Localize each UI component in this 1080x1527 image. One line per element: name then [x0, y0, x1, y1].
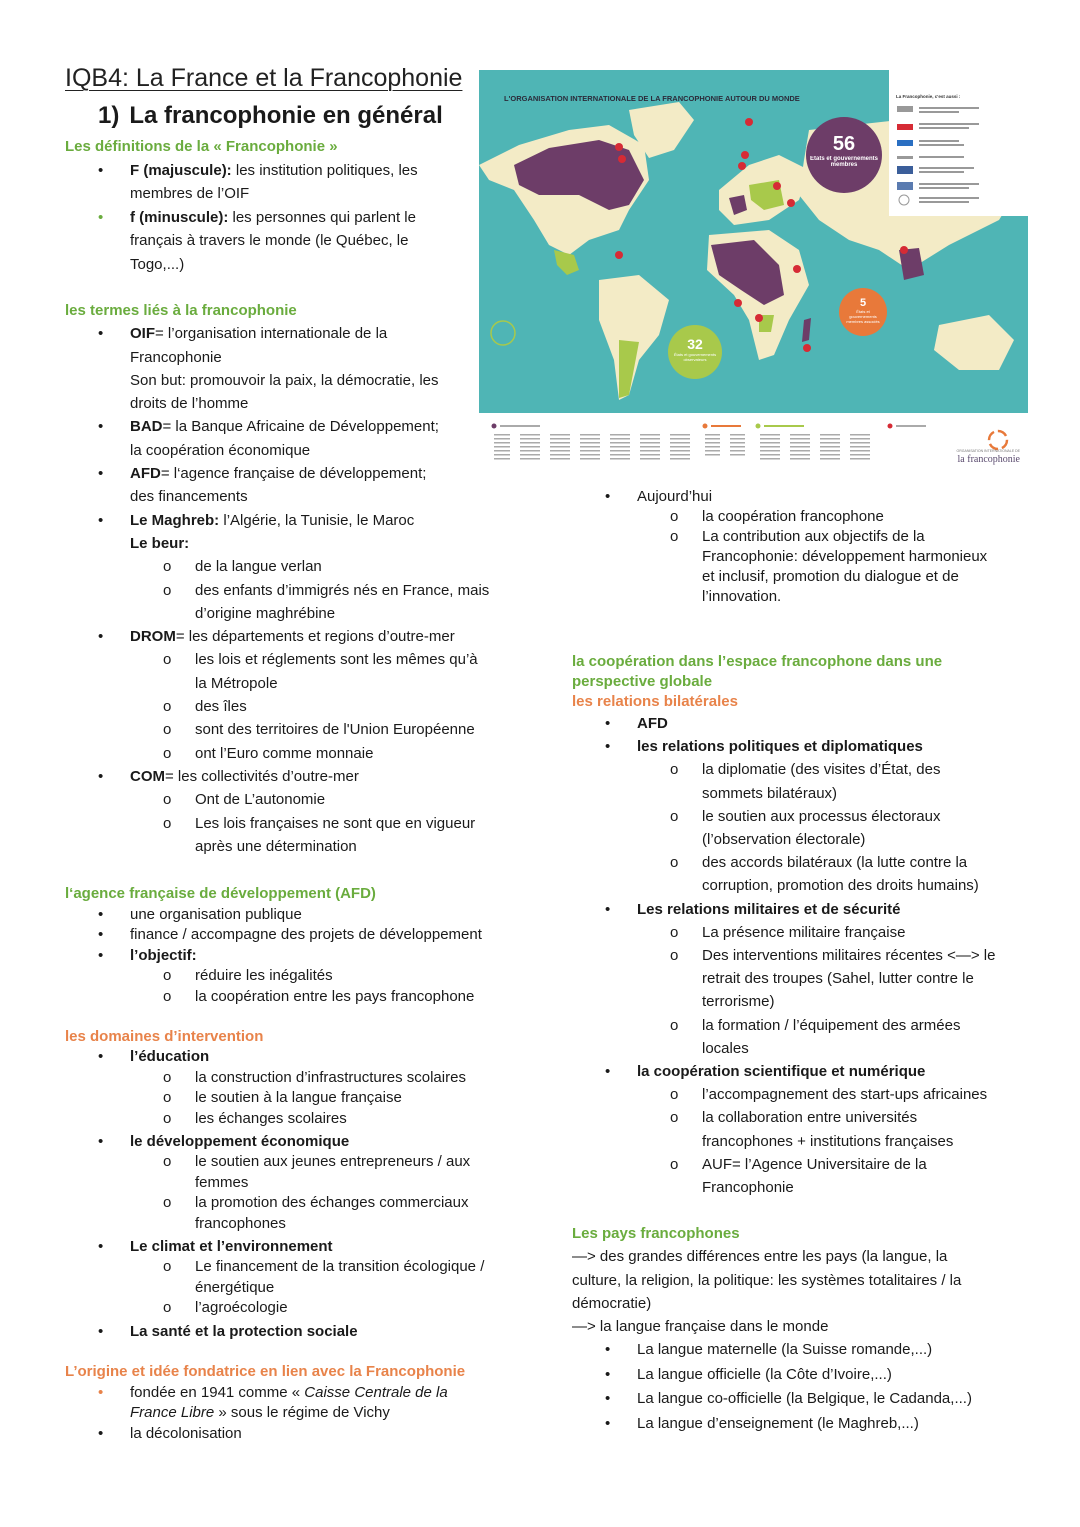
section-subheading: les relations bilatérales: [572, 693, 738, 710]
circle-bullet-icon: o: [163, 1194, 172, 1212]
sub-list-item: [65, 1088, 484, 1108]
list-item: [572, 1412, 972, 1437]
sub-item-text: de la langue verlan: [195, 558, 322, 576]
circle-bullet-icon: o: [163, 744, 172, 762]
item-label: Le beur:: [130, 534, 190, 552]
item-label: BAD: [130, 418, 163, 436]
sub-list-item: [65, 555, 489, 578]
item-text: finance / accompagne des projets de développement: [130, 926, 482, 943]
item-label: Le Maghreb:: [130, 511, 220, 529]
item-label: l’éducation: [130, 1048, 210, 1066]
sub-item-text: AUF= l’Agence Universitaire de la Francophonie: [702, 1155, 927, 1197]
item-text: La langue officielle (la Côte d’Ivoire,...): [637, 1365, 892, 1383]
observers-count-badge: [668, 325, 722, 379]
sub-list-item: [572, 507, 987, 527]
sub-list-item: [65, 1109, 484, 1129]
sub-item-text: le soutien à la langue française: [195, 1089, 402, 1107]
item-label: F (majuscule):: [130, 161, 232, 179]
circle-bullet-icon: o: [163, 791, 172, 809]
sub-item-text: la construction d’infrastructures scolaires: [195, 1068, 466, 1086]
sub-item-text: La contribution aux objectifs de la Francophonie: développement harmonieux et inclusif, promotion du dialogue et de l’innovation.: [702, 528, 988, 605]
item-text: = l’organisation internationale de la Francophonie Son but: promouvoir la paix, la démocratie, les droits de l’homme: [130, 325, 439, 413]
section-s5: [65, 1362, 465, 1444]
svg-text:56: 56: [832, 133, 856, 155]
sub-item-text: la coopération entre les pays francophone: [195, 987, 475, 1005]
bullet-icon: •: [98, 418, 104, 436]
list-item: [65, 206, 418, 277]
list-item: [572, 735, 995, 758]
circle-bullet-icon: o: [163, 558, 172, 576]
sub-list-item: [572, 921, 995, 944]
sub-item-text: Les lois françaises ne sont que en vigueur après une détermination: [195, 814, 476, 855]
item-text: = les départements et regions d’outre-mer: [175, 628, 455, 646]
aside-title: La Francophonie, c'est aussi :: [896, 94, 961, 99]
list-item: [572, 1338, 972, 1363]
circle-bullet-icon: o: [163, 1068, 172, 1086]
item-label: l’objectif:: [130, 946, 197, 964]
item-text: une organisation publique: [130, 905, 302, 923]
sub-list-item: [65, 718, 489, 741]
section-s4: [65, 1027, 484, 1342]
bullet-icon: •: [98, 946, 104, 964]
item-text: Aujourd’hui: [637, 488, 713, 505]
list-item: [65, 415, 489, 462]
list-item: [572, 1363, 972, 1388]
sub-list-item: [65, 1068, 484, 1088]
list-item: [65, 765, 489, 788]
section-heading: l‘agence française de développement (AFD): [65, 885, 376, 902]
members-label: États et gouvernements membres: [809, 156, 879, 168]
bullet-icon: •: [98, 465, 104, 483]
paragraph: —> des grandes différences entre les pays (la langue, la culture, la religion, la politique: les systèmes totalitaires / la démocratie): [572, 1248, 962, 1312]
item-label: AFD: [637, 715, 668, 732]
bullet-icon: •: [98, 905, 104, 923]
section-s3: [65, 884, 482, 1007]
item-text: fondée en 1941 comme «: [130, 1383, 305, 1401]
list-item: [65, 1383, 465, 1424]
sub-item-text: La présence militaire française: [702, 923, 906, 941]
section-heading: les termes liés à la francophonie: [65, 302, 297, 319]
bullet-icon: •: [98, 628, 104, 646]
bullet-icon: •: [605, 1063, 611, 1081]
sub-item-text: la collaboration entre universités francophones + institutions françaises: [702, 1109, 954, 1150]
sub-item-text: la coopération francophone: [702, 508, 884, 525]
bullet-icon: •: [605, 1365, 611, 1383]
item-italic-text: Caisse Centrale de la France Libre: [130, 1383, 448, 1421]
item-label: La santé et la protection sociale: [130, 1322, 358, 1340]
observers-label: États et gouvernements observateurs: [673, 352, 717, 362]
sub-list-item: [65, 742, 489, 765]
circle-bullet-icon: o: [670, 1016, 679, 1034]
sub-item-text: réduire les inégalités: [195, 967, 333, 984]
sub-list-item: [65, 966, 482, 987]
item-label: le développement économique: [130, 1133, 350, 1151]
circle-bullet-icon: o: [163, 721, 172, 739]
section-title: La francophonie en général: [129, 102, 443, 129]
sub-list-item: [65, 579, 489, 626]
circle-bullet-icon: o: [163, 698, 172, 716]
sub-list-item: [65, 812, 489, 859]
bullet-icon: •: [605, 1341, 611, 1359]
sub-item-text: Le financement de la transition écologique / énergétique: [195, 1258, 485, 1296]
circle-bullet-icon: o: [670, 1155, 679, 1173]
circle-bullet-icon: o: [163, 1089, 172, 1107]
list-item: [572, 487, 987, 507]
sub-list-item: [65, 1193, 484, 1234]
sub-list-item: [65, 695, 489, 718]
document-title: IQB4: La France et la Francophonie: [65, 64, 463, 92]
list-item: [65, 1047, 484, 1067]
bullet-icon: •: [98, 1048, 104, 1066]
item-label: la coopération scientifique et numérique: [637, 1063, 926, 1081]
circle-bullet-icon: o: [163, 814, 172, 832]
sub-list-item: [572, 1014, 995, 1060]
map-legend: [490, 418, 1025, 470]
sub-item-text: la formation / l’équipement des armées locales: [702, 1016, 961, 1057]
item-label: Les relations militaires et de sécurité: [637, 900, 901, 918]
item-label: les relations politiques et diplomatiques: [637, 738, 923, 756]
section-heading: les domaines d’intervention: [65, 1028, 264, 1045]
sub-item-text: la diplomatie (des visites d’État, des sommets bilatéraux): [702, 761, 941, 802]
sub-item-text: Des interventions militaires récentes <—> le retrait des troupes (Sahel, lutter contre le terrorisme): [702, 947, 996, 1011]
circle-bullet-icon: o: [163, 651, 172, 669]
associates-label: États et gouvernements membres associés: [846, 309, 880, 324]
bullet-icon: •: [98, 511, 104, 529]
svg-text:32: 32: [687, 336, 703, 352]
item-text-end: » sous le régime de Vichy: [214, 1404, 390, 1421]
list-item: [65, 159, 418, 206]
bullet-icon: •: [98, 767, 104, 785]
members-count-badge: [806, 117, 882, 193]
sub-item-text: des accords bilatéraux (la lutte contre la corruption, promotion des droits humains): [702, 854, 979, 895]
sub-list-item: [572, 851, 995, 897]
sub-item-text: le soutien aux processus électoraux (l’observation électorale): [702, 807, 941, 849]
list-item: [65, 1237, 484, 1257]
circle-bullet-icon: o: [670, 854, 679, 872]
item-text: = les collectivités d’outre-mer: [165, 767, 359, 785]
circle-bullet-icon: o: [670, 528, 679, 545]
circle-bullet-icon: o: [163, 1109, 172, 1127]
sub-list-item: [572, 1083, 995, 1106]
list-item: [65, 322, 489, 415]
sub-list-item: [572, 944, 995, 1014]
logo-small-text: ORGANISATION INTERNATIONALE DE: [956, 449, 1020, 453]
bullet-icon: •: [605, 715, 611, 732]
svg-text:5: 5: [859, 297, 867, 309]
item-text: = l‘agence française de développement; des financements: [130, 465, 427, 506]
section-s2: [65, 299, 489, 858]
section-s1: [65, 135, 418, 276]
bullet-icon: •: [98, 208, 104, 226]
circle-bullet-icon: o: [163, 1153, 172, 1171]
sub-item-text: ont l’Euro comme monnaie: [195, 744, 374, 762]
bullet-icon: •: [98, 1238, 104, 1256]
sub-list-item: [572, 1106, 995, 1152]
item-text: les personnes qui parlent le français à travers le monde (le Québec, le Togo,...): [130, 208, 416, 273]
logo-text: la francophonie: [957, 454, 1020, 465]
section-heading: Les définitions de la « Francophonie »: [65, 138, 338, 155]
sub-item-text: des îles: [195, 698, 247, 716]
sub-list-item: [65, 1257, 484, 1298]
list-item: [65, 946, 482, 967]
sub-item-text: la promotion des échanges commerciaux francophones: [195, 1194, 469, 1232]
bullet-icon: •: [605, 1414, 611, 1432]
item-label: Le climat et l’environnement: [130, 1238, 333, 1256]
sub-list-item: [572, 805, 995, 851]
list-item: [65, 509, 489, 532]
list-item: [65, 625, 489, 648]
section-r1: [572, 487, 987, 607]
circle-bullet-icon: o: [670, 807, 679, 825]
map-title: L'ORGANISATION INTERNATIONALE DE LA FRANCOPHONIE AUTOUR DU MONDE: [504, 94, 800, 103]
francophonie-world-map: [479, 70, 1028, 413]
circle-bullet-icon: o: [670, 761, 679, 779]
item-text: La langue co-officielle (la Belgique, le Cadanda,...): [637, 1390, 972, 1408]
sub-list-item: [65, 1298, 484, 1318]
bullet-icon: •: [605, 1390, 611, 1408]
item-text: = la Banque Africaine de Développement; la coopération économique: [130, 418, 439, 459]
item-label: COM: [130, 767, 165, 785]
section-number: 1): [98, 102, 120, 129]
circle-bullet-icon: o: [670, 923, 679, 941]
item-text: La langue d’enseignement (le Maghreb,...): [637, 1414, 919, 1432]
sub-list-item: [65, 648, 489, 695]
sub-item-text: les échanges scolaires: [195, 1109, 347, 1127]
section-r3: [572, 1222, 972, 1436]
bullet-icon: •: [98, 1322, 104, 1340]
list-item: [65, 532, 489, 555]
list-item: [65, 1132, 484, 1152]
bullet-icon: •: [605, 488, 611, 505]
item-label: f (minuscule):: [130, 208, 229, 226]
item-text: les institution politiques, les membres de l’OIF: [130, 161, 418, 202]
section-heading: [98, 102, 443, 130]
paragraph: —> la langue française dans le monde: [572, 1318, 829, 1336]
circle-bullet-icon: o: [163, 1258, 172, 1276]
bullet-icon: •: [98, 325, 104, 343]
sub-list-item: [65, 987, 482, 1008]
sub-list-item: [572, 1153, 995, 1199]
section-heading: L’origine et idée fondatrice en lien avec la Francophonie: [65, 1363, 466, 1380]
bullet-icon: •: [98, 926, 104, 943]
item-text: l’Algérie, la Tunisie, le Maroc: [219, 511, 415, 529]
associates-count-badge: [839, 288, 887, 336]
circle-bullet-icon: o: [163, 1299, 172, 1317]
item-text: La langue maternelle (la Suisse romande,...): [637, 1341, 933, 1359]
bullet-icon: •: [98, 1383, 104, 1401]
circle-bullet-icon: o: [670, 1086, 679, 1104]
item-text: la décolonisation: [130, 1424, 242, 1442]
section-heading: Les pays francophones: [572, 1225, 740, 1242]
list-item: [65, 925, 482, 946]
sub-item-text: le soutien aux jeunes entrepreneurs / aux femmes: [195, 1153, 471, 1191]
list-item: [572, 1387, 972, 1412]
circle-bullet-icon: o: [163, 581, 172, 599]
section-r2: [572, 652, 995, 1199]
circle-bullet-icon: o: [670, 508, 679, 525]
circle-bullet-icon: o: [163, 987, 172, 1005]
sub-list-item: [572, 527, 987, 607]
sub-item-text: les lois et réglements sont les mêmes qu’à la Métropole: [195, 651, 478, 692]
sub-item-text: l’agroécologie: [195, 1299, 288, 1317]
item-label: AFD: [130, 465, 161, 483]
sub-item-text: des enfants d’immigrés nés en France, mais d’origine maghrébine: [195, 581, 490, 622]
sub-list-item: [65, 788, 489, 811]
list-item: [65, 1322, 484, 1342]
list-item: [572, 898, 995, 921]
circle-bullet-icon: o: [670, 947, 679, 965]
sub-item-text: sont des territoires de l'Union Européenne: [195, 721, 475, 739]
bullet-icon: •: [98, 161, 104, 179]
item-label: OIF: [130, 325, 155, 343]
francophonie-logo-icon: [989, 431, 1007, 449]
sub-item-text: l’accompagnement des start-ups africaines: [702, 1086, 988, 1104]
bullet-icon: •: [98, 1424, 104, 1442]
sub-item-text: Ont de L’autonomie: [195, 791, 326, 809]
item-label: DROM: [130, 628, 176, 646]
list-item: [65, 905, 482, 926]
list-item: [572, 712, 995, 735]
bullet-icon: •: [605, 738, 611, 756]
sub-list-item: [572, 758, 995, 804]
bullet-icon: •: [98, 1133, 104, 1151]
list-item: [572, 1060, 995, 1083]
circle-bullet-icon: o: [163, 967, 172, 984]
sub-list-item: [65, 1152, 484, 1193]
bullet-icon: •: [605, 900, 611, 918]
circle-bullet-icon: o: [670, 1109, 679, 1127]
list-item: [65, 1424, 465, 1445]
section-heading: la coopération dans l’espace francophone dans une perspective globale: [572, 653, 943, 690]
list-item: [65, 462, 489, 509]
